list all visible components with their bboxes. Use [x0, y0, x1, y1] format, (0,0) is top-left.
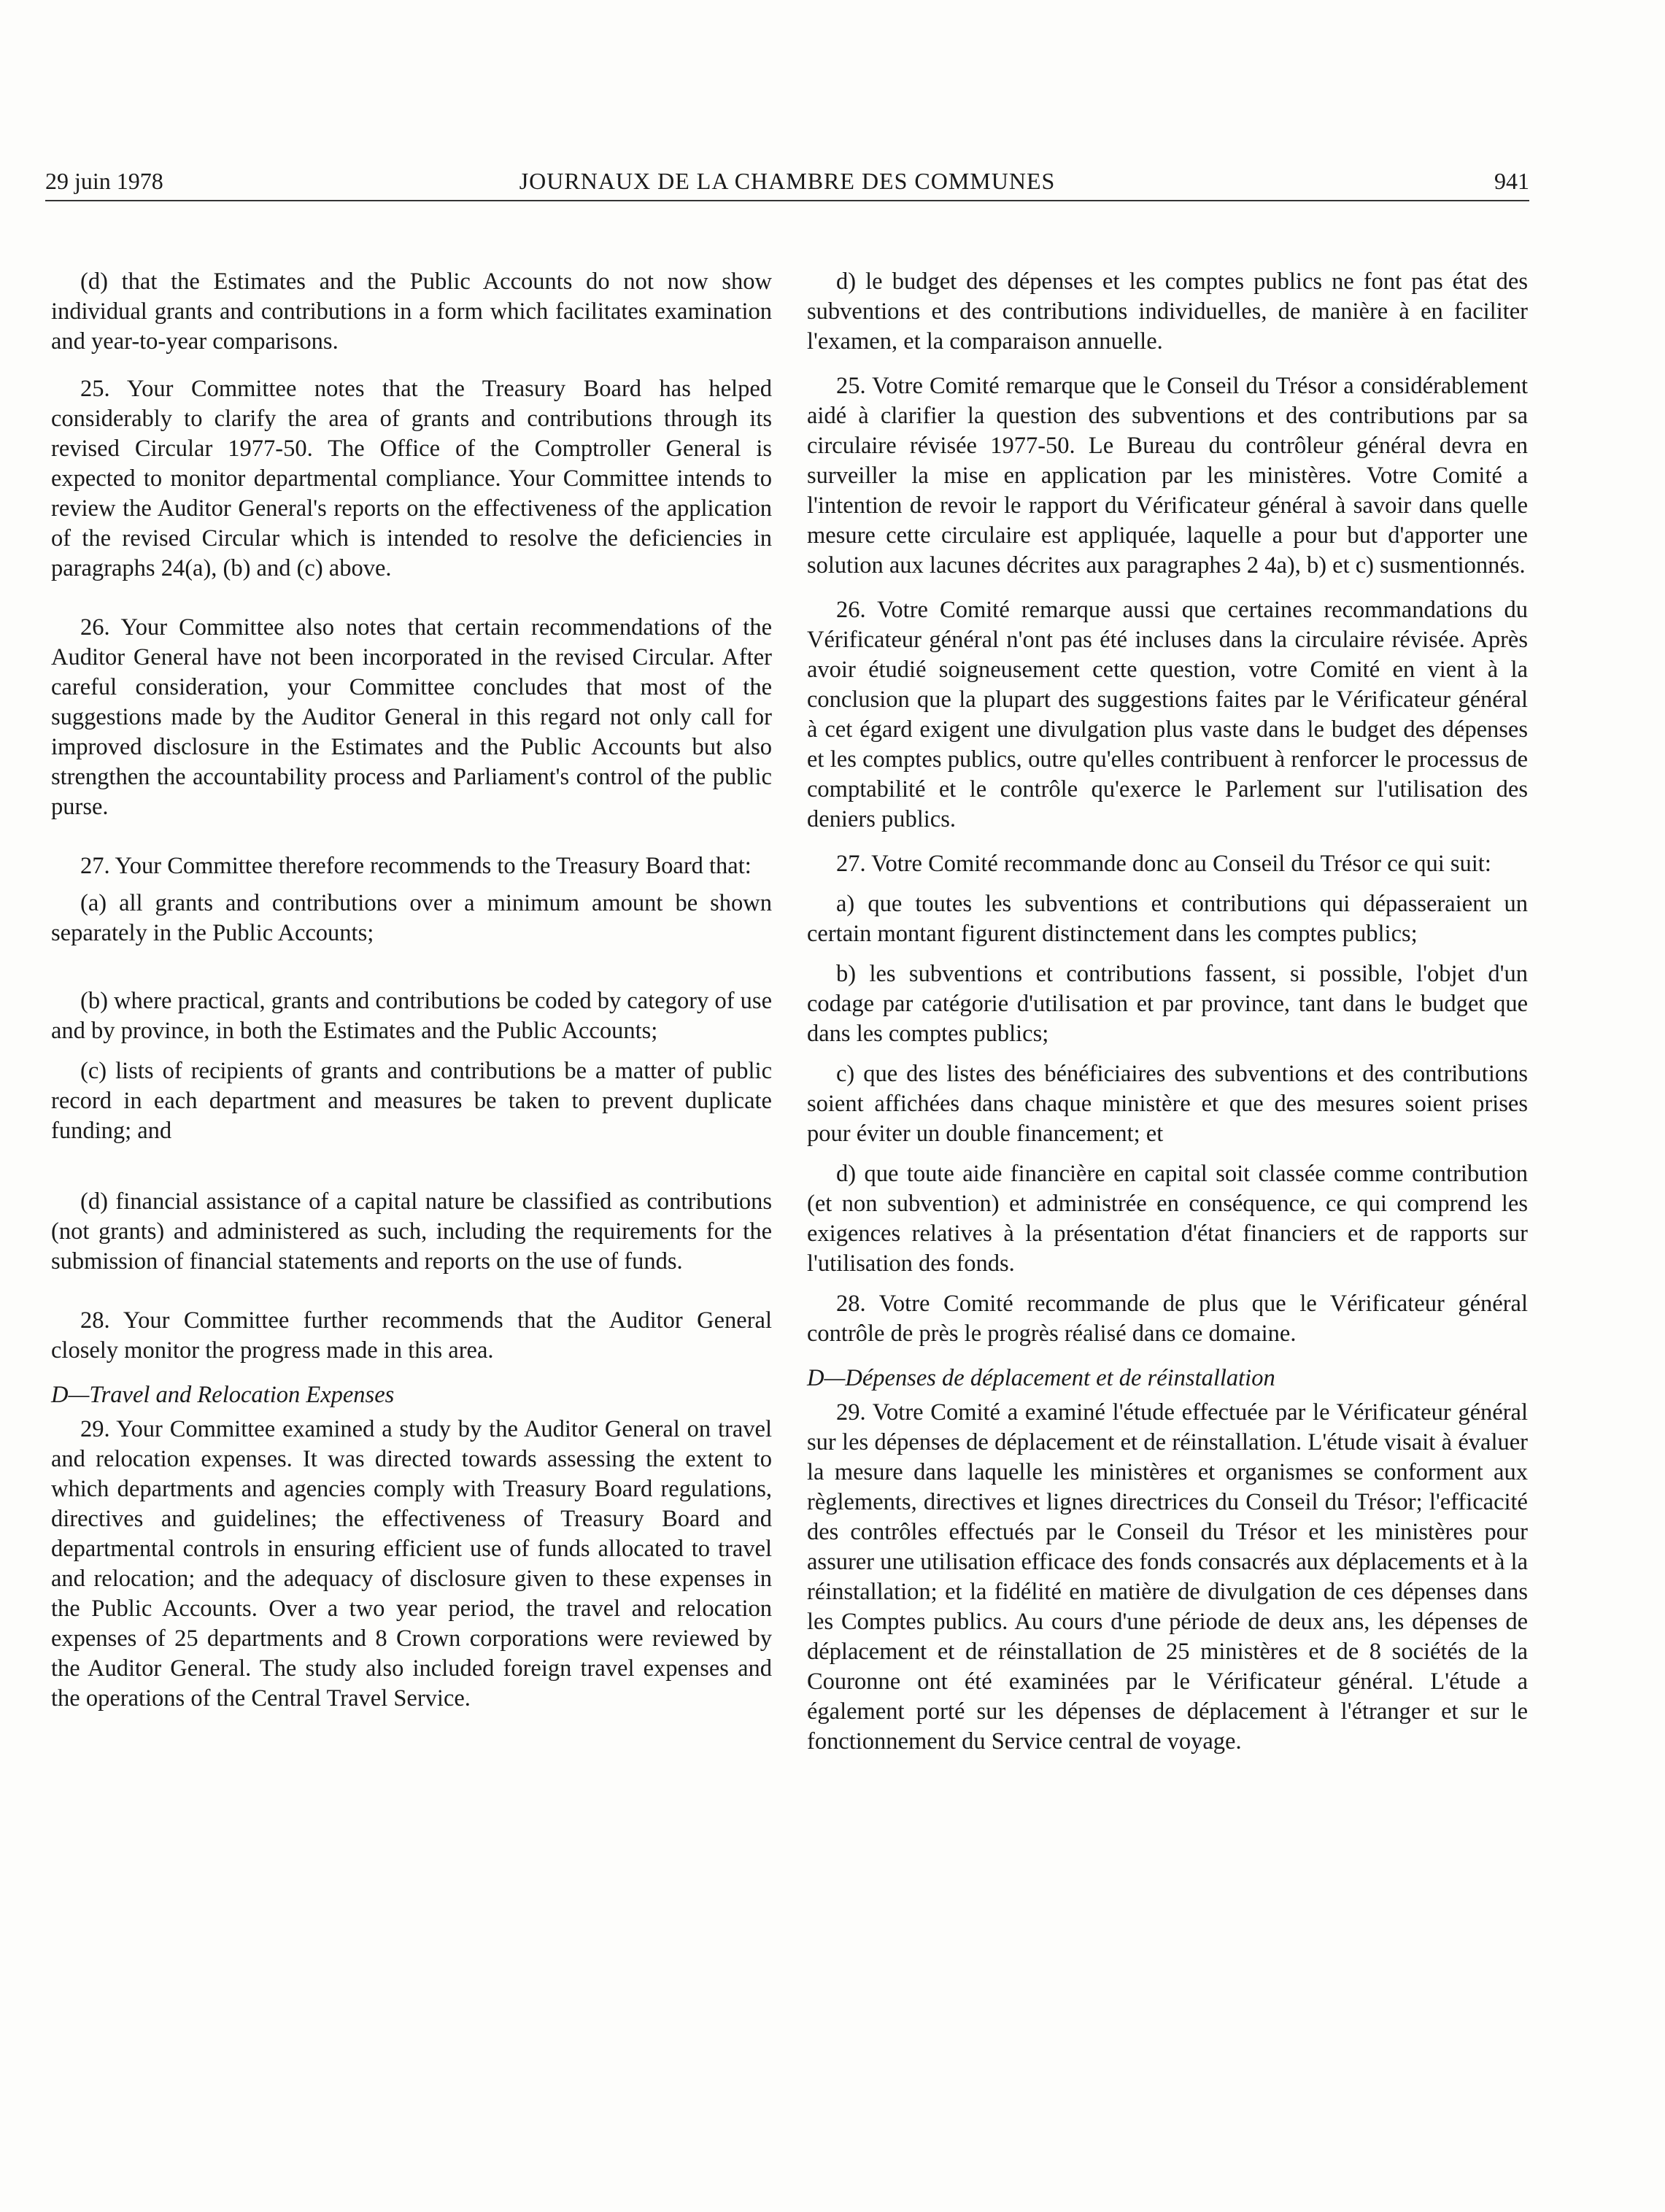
paragraph-29: 29. Votre Comité a examiné l'étude effectuée par le Vérificateur général sur les dépenses de déplacement et de réinstallation. L'étude visait à évaluer la mesure dans laquelle les ministères et organismes se conforment aux règlements, directives et lignes directrices du Conseil du Trésor; l'efficacité des contrôles effectués par le Conseil du Trésor et les ministères pour assurer une utilisation efficace des fonds consacrés aux déplacements et à la réinstallation; et la fidélité en matière de divulgation de ces dépenses dans les Comptes publics. Au cours d'une période de deux ans, les dépenses de déplacement et de réinstallation de 25 ministères et de 8 sociétés de la Couronne ont été examinées par le Vérificateur général. L'étude a également porté sur les dépenses de déplacement à l'étranger et sur le fonctionnement du Service central de voyage.	[807, 1399, 1528, 1755]
paragraph-27: 27. Votre Comité recommande donc au Conseil du Trésor ce qui suit:	[836, 851, 1491, 877]
paragraph-26: 26. Your Committee also notes that certain recommendations of the Auditor General have not been incorporated in the revised Circular. After careful consideration, your Committee concludes that most of the suggestions made by the Auditor General in this regard not only call for improved disclosure in the Estimates and the Public Accounts but also strengthen the accountability process and Parliament's control of the public purse.	[51, 614, 772, 820]
page-header	[45, 163, 1529, 198]
section-heading-d: D—Dépenses de déplacement et de réinstallation	[807, 1365, 1275, 1391]
paragraph-25: 25. Your Committee notes that the Treasury Board has helped considerably to clarify the area of grants and contributions through its revised Circular 1977-50. The Office of the Comptroller General is expected to monitor departmental compliance. Your Committee intends to review the Auditor General's reports on the effectiveness of the application of the revised Circular which is intended to resolve the deficiencies in paragraphs 24(a), (b) and (c) above.	[51, 376, 772, 581]
paragraph-27: 27. Your Committee therefore recommends to the Treasury Board that:	[80, 853, 752, 879]
paragraph-27c: c) que des listes des bénéficiaires des subventions et des contributions soient affichées dans chaque ministère et que des mesures soient prises pour éviter un double financement; et	[807, 1061, 1528, 1147]
section-heading-d: D—Travel and Relocation Expenses	[51, 1382, 395, 1408]
header-rule	[45, 200, 1529, 201]
paragraph-27b: (b) where practical, grants and contributions be coded by category of use and by province, in both the Estimates and the Public Accounts;	[51, 988, 772, 1044]
paragraph-27c: (c) lists of recipients of grants and contributions be a matter of public record in each department and measures be taken to prevent duplicate funding; and	[51, 1058, 772, 1144]
paragraph-27d: d) que toute aide financière en capital soit classée comme contribution (et non subvention) et administrée en conséquence, ce qui comprend les exigences relatives à la présentation d'état financiers et de rapports sur l'utilisation des fonds.	[807, 1161, 1528, 1277]
page-number: 941	[1494, 168, 1529, 194]
paragraph-27a: (a) all grants and contributions over a minimum amount be shown separately in the Public Accounts;	[51, 890, 772, 946]
paragraph-27b: b) les subventions et contributions fassent, si possible, l'objet d'un codage par catégorie d'utilisation et par province, tant dans le budget que dans les comptes publics;	[807, 961, 1528, 1047]
paragraph-28: 28. Votre Comité recommande de plus que le Vérificateur général contrôle de près le progrès réalisé dans ce domaine.	[807, 1291, 1528, 1347]
journal-title: JOURNAUX DE LA CHAMBRE DES COMMUNES	[519, 168, 1056, 194]
french-column	[807, 267, 1528, 1773]
paragraph-25: 25. Votre Comité remarque que le Conseil du Trésor a considérablement aidé à clarifier la question des subventions et des contributions par sa circulaire révisée 1977-50. Le Bureau du contrôleur général devra en surveiller la mise en application par les ministères. Votre Comité a l'intention de revoir le rapport du Vérificateur général à savoir dans quelle mesure cette circulaire est appliquée, laquelle a pour but d'apporter une solution aux lacunes décrites aux paragraphes 2 4a), b) et c) susmentionnés.	[807, 373, 1528, 579]
english-column	[51, 267, 772, 1730]
paragraph-29: 29. Your Committee examined a study by the Auditor General on travel and relocation expenses. It was directed towards assessing the extent to which departments and agencies comply with Treasury Board regulations, directives and guidelines; the effectiveness of Treasury Board and departmental controls in ensuring efficient use of funds allocated to travel and relocation; and the adequacy of disclosure given to these expenses in the Public Accounts. Over a two year period, the travel and relocation expenses of 25 departments and 8 Crown corporations were reviewed by the Auditor General. The study also included foreign travel expenses and the operations of the Central Travel Service.	[51, 1416, 772, 1712]
paragraph-27d: (d) financial assistance of a capital nature be classified as contributions (not grants) and administered as such, including the requirements for the submission of financial statements and reports on the use of funds.	[51, 1188, 772, 1275]
paragraph-27a: a) que toutes les subventions et contributions qui dépasseraient un certain montant figurent distinctement dans les comptes publics;	[807, 891, 1528, 947]
paragraph-24d: (d) that the Estimates and the Public Accounts do not now show individual grants and contributions in a form which facilitates examination and year-to-year comparisons.	[51, 268, 772, 355]
header-date: 29 juin 1978	[45, 168, 163, 194]
paragraph-24d: d) le budget des dépenses et les comptes publics ne font pas état des subventions et des contributions individuelles, de manière à en faciliter l'examen, et la comparaison annuelle.	[807, 268, 1528, 355]
paragraph-26: 26. Votre Comité remarque aussi que certaines recommandations du Vérificateur général n'ont pas été incluses dans la circulaire révisée. Après avoir étudié soigneusement cette question, votre Comité en vient à la conclusion que la plupart des suggestions faites par le Vérificateur général à cet égard exigent une divulgation plus vaste dans le budget des dépenses et les comptes publics, outre qu'elles contribuent à renforcer le processus de comptabilité et le contrôle qu'exerce le Parlement sur l'utilisation des deniers publics.	[807, 597, 1528, 832]
paragraph-28: 28. Your Committee further recommends that the Auditor General closely monitor the progress made in this area.	[51, 1307, 772, 1364]
